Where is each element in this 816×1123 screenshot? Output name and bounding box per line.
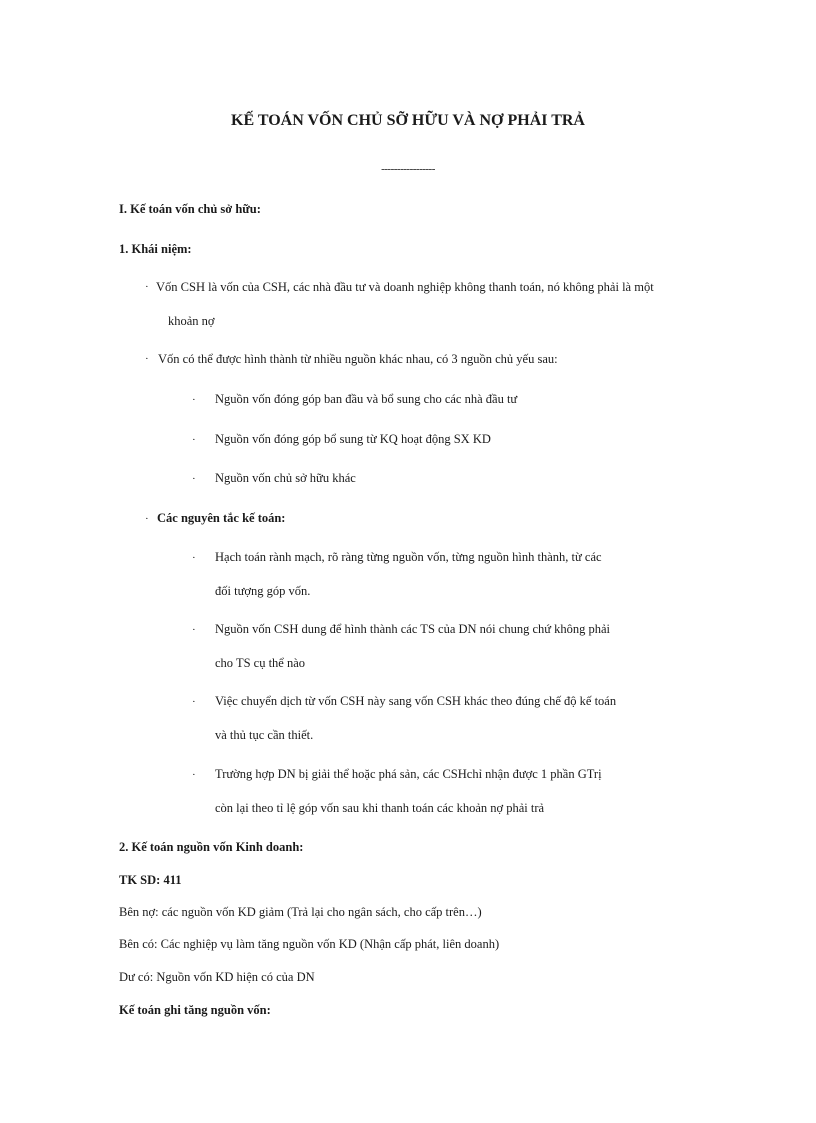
principles-heading: Các nguyên tắc kế toán:	[157, 511, 286, 525]
subsection-1-heading: 1. Khái niệm:	[119, 242, 192, 256]
capital-source-2: Nguồn vốn đóng góp bổ sung từ KQ hoạt động SX KD	[215, 432, 491, 446]
bullet-marker: ·	[192, 552, 196, 564]
principle-3-continuation: và thủ tục cần thiết.	[215, 728, 314, 742]
concept-bullet-1-continuation: khoản nợ	[168, 314, 215, 328]
section-1-heading: I. Kế toán vốn chủ sở hữu:	[119, 202, 261, 216]
debit-side-line: Bên nợ: các nguồn vốn KD giảm (Trả lại cho ngân sách, cho cấp trên…)	[119, 905, 482, 919]
principle-2-continuation: cho TS cụ thể nào	[215, 656, 306, 670]
bullet-marker: ·	[145, 281, 149, 293]
account-heading: TK SD: 411	[119, 873, 182, 887]
document-title: KẾ TOÁN VỐN CHỦ SỠ HỮU VÀ NỢ PHẢI TRẢ	[231, 112, 585, 129]
bullet-marker: ·	[145, 513, 149, 525]
concept-bullet-2: Vốn có thể được hình thành từ nhiều nguồn khác nhau, có 3 nguồn chủ yếu sau:	[158, 352, 558, 366]
subsection-2-heading: 2. Kế toán nguồn vốn Kinh doanh:	[119, 840, 304, 854]
principle-4: Trường hợp DN bị giải thể hoặc phá sản, các CSHchỉ nhận được 1 phần GTrị	[215, 767, 602, 781]
credit-side-line: Bên có: Các nghiệp vụ làm tăng nguồn vốn KD (Nhận cấp phát, liên doanh)	[119, 937, 500, 951]
principle-1: Hạch toán rành mạch, rõ ràng từng nguồn vốn, từng nguồn hình thành, từ các	[215, 550, 602, 564]
principle-2: Nguồn vốn CSH dung để hình thành các TS của DN nói chung chứ không phải	[215, 622, 611, 636]
bullet-marker: ·	[192, 696, 196, 708]
bullet-marker: ·	[192, 624, 196, 636]
principle-3: Việc chuyển dịch từ vốn CSH này sang vốn CSH khác theo đúng chế độ kế toán	[215, 694, 617, 708]
bullet-marker: ·	[192, 394, 196, 406]
bullet-marker: ·	[192, 769, 196, 781]
title-separator: -----------------	[381, 163, 435, 175]
principle-4-continuation: còn lại theo tỉ lệ góp vốn sau khi thanh toán các khoản nợ phải trả	[215, 801, 545, 815]
principle-1-continuation: đối tượng góp vốn.	[215, 584, 311, 598]
concept-bullet-1: Vốn CSH là vốn của CSH, các nhà đầu tư và doanh nghiệp không thanh toán, nó không phải là một	[156, 280, 654, 294]
capital-source-3: Nguồn vốn chủ sở hữu khác	[215, 471, 356, 485]
bullet-marker: ·	[192, 473, 196, 485]
capital-source-1: Nguồn vốn đóng góp ban đầu và bổ sung cho các nhà đầu tư	[215, 392, 518, 406]
increase-heading: Kế toán ghi tăng nguồn vốn:	[119, 1003, 271, 1017]
bullet-marker: ·	[145, 353, 149, 365]
balance-line: Dư có: Nguồn vốn KD hiện có của DN	[119, 970, 315, 984]
bullet-marker: ·	[192, 434, 196, 446]
